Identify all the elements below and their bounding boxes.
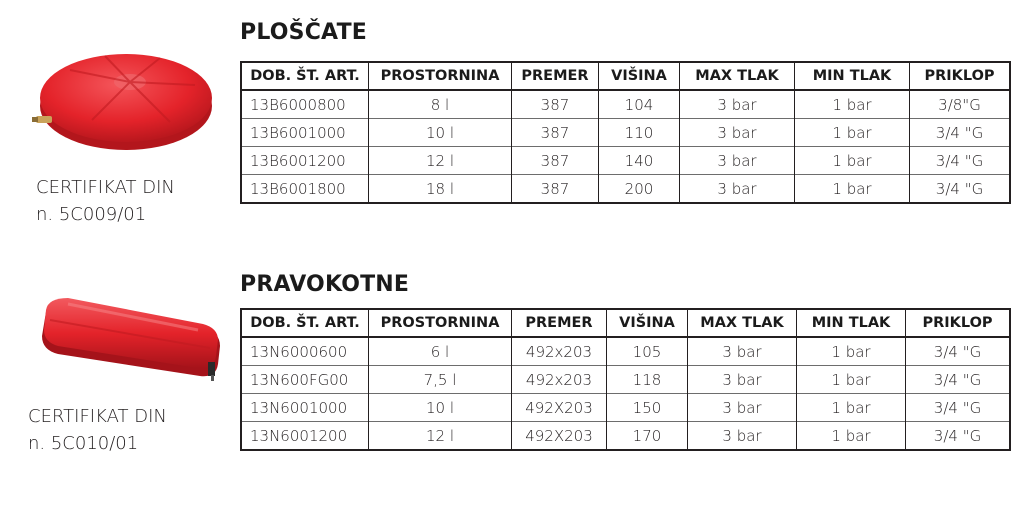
cell-article: 13N600FG00 — [241, 366, 369, 394]
certificate-line-1: CERTIFIKAT DIN — [28, 406, 167, 427]
cell-connection: 3/4 "G — [910, 175, 1011, 204]
cell-max-pressure: 3 bar — [688, 337, 797, 366]
cell-volume: 18 l — [369, 175, 512, 204]
col-header-max-pressure: MAX TLAK — [680, 62, 795, 90]
cell-diameter: 492X203 — [512, 422, 607, 451]
cell-article: 13N6001000 — [241, 394, 369, 422]
col-header-volume: PROSTORNINA — [369, 62, 512, 90]
cell-max-pressure: 3 bar — [680, 175, 795, 204]
col-header-article: DOB. ŠT. ART. — [241, 309, 369, 337]
cell-connection: 3/4 "G — [906, 422, 1011, 451]
cell-article: 13N6001200 — [241, 422, 369, 451]
cell-diameter: 387 — [512, 147, 599, 175]
certificate-note — [36, 174, 175, 228]
col-header-height: VIŠINA — [599, 62, 680, 90]
col-header-article: DOB. ŠT. ART. — [241, 62, 369, 90]
col-header-max-pressure: MAX TLAK — [688, 309, 797, 337]
spec-table — [240, 308, 1011, 451]
cell-min-pressure: 1 bar — [795, 147, 910, 175]
cell-max-pressure: 3 bar — [680, 119, 795, 147]
section-title: PLOŠČATE — [240, 20, 368, 45]
cell-volume: 6 l — [369, 337, 512, 366]
table-row — [241, 366, 1010, 394]
cell-height: 105 — [607, 337, 688, 366]
cell-diameter: 492x203 — [512, 366, 607, 394]
cell-connection: 3/4 "G — [906, 337, 1011, 366]
table-row — [241, 337, 1010, 366]
cell-diameter: 387 — [512, 90, 599, 119]
table-row — [241, 422, 1010, 451]
certificate-line-1: CERTIFIKAT DIN — [36, 177, 175, 198]
cell-diameter: 387 — [512, 119, 599, 147]
cell-volume: 12 l — [369, 147, 512, 175]
cell-max-pressure: 3 bar — [680, 147, 795, 175]
table-row — [241, 394, 1010, 422]
col-header-connection: PRIKLOP — [910, 62, 1011, 90]
col-header-connection: PRIKLOP — [906, 309, 1011, 337]
cell-diameter: 387 — [512, 175, 599, 204]
cell-connection: 3/4 "G — [906, 366, 1011, 394]
cell-min-pressure: 1 bar — [797, 422, 906, 451]
cell-connection: 3/4 "G — [910, 119, 1011, 147]
col-header-diameter: PREMER — [512, 309, 607, 337]
cell-article: 13N6000600 — [241, 337, 369, 366]
col-header-volume: PROSTORNINA — [369, 309, 512, 337]
cell-max-pressure: 3 bar — [680, 90, 795, 119]
table-row — [241, 147, 1010, 175]
cell-height: 170 — [607, 422, 688, 451]
col-header-min-pressure: MIN TLAK — [795, 62, 910, 90]
cell-volume: 12 l — [369, 422, 512, 451]
cell-connection: 3/4 "G — [906, 394, 1011, 422]
cell-diameter: 492X203 — [512, 394, 607, 422]
round-flat-expansion-tank-image — [30, 40, 215, 158]
table-row — [241, 90, 1010, 119]
cell-article: 13B6001000 — [241, 119, 369, 147]
cell-min-pressure: 1 bar — [795, 90, 910, 119]
cell-min-pressure: 1 bar — [797, 366, 906, 394]
cell-height: 104 — [599, 90, 680, 119]
cell-article: 13B6000800 — [241, 90, 369, 119]
cell-diameter: 492x203 — [512, 337, 607, 366]
section-rectangular-tanks — [0, 255, 1024, 505]
cell-volume: 8 l — [369, 90, 512, 119]
cell-height: 140 — [599, 147, 680, 175]
cell-article: 13B6001800 — [241, 175, 369, 204]
certificate-line-2: n. 5C009/01 — [36, 204, 147, 225]
cell-height: 118 — [607, 366, 688, 394]
table-row — [241, 175, 1010, 204]
cell-article: 13B6001200 — [241, 147, 369, 175]
section-flat-tanks — [0, 0, 1024, 240]
cell-min-pressure: 1 bar — [795, 175, 910, 204]
cell-connection: 3/8"G — [910, 90, 1011, 119]
table-row — [241, 119, 1010, 147]
cell-height: 110 — [599, 119, 680, 147]
cell-connection: 3/4 "G — [910, 147, 1011, 175]
cell-max-pressure: 3 bar — [688, 366, 797, 394]
cell-min-pressure: 1 bar — [797, 337, 906, 366]
cell-min-pressure: 1 bar — [795, 119, 910, 147]
cell-height: 150 — [607, 394, 688, 422]
cell-height: 200 — [599, 175, 680, 204]
rectangular-expansion-tank-image — [28, 290, 228, 390]
col-header-diameter: PREMER — [512, 62, 599, 90]
certificate-line-2: n. 5C010/01 — [28, 433, 139, 454]
cell-volume: 10 l — [369, 394, 512, 422]
table-header-row — [241, 309, 1010, 337]
cell-min-pressure: 1 bar — [797, 394, 906, 422]
col-header-min-pressure: MIN TLAK — [797, 309, 906, 337]
cell-max-pressure: 3 bar — [688, 394, 797, 422]
section-title: PRAVOKOTNE — [240, 272, 410, 297]
certificate-note — [28, 403, 167, 457]
cell-volume: 10 l — [369, 119, 512, 147]
table-header-row — [241, 62, 1010, 90]
spec-table — [240, 61, 1011, 204]
cell-max-pressure: 3 bar — [688, 422, 797, 451]
col-header-height: VIŠINA — [607, 309, 688, 337]
cell-volume: 7,5 l — [369, 366, 512, 394]
